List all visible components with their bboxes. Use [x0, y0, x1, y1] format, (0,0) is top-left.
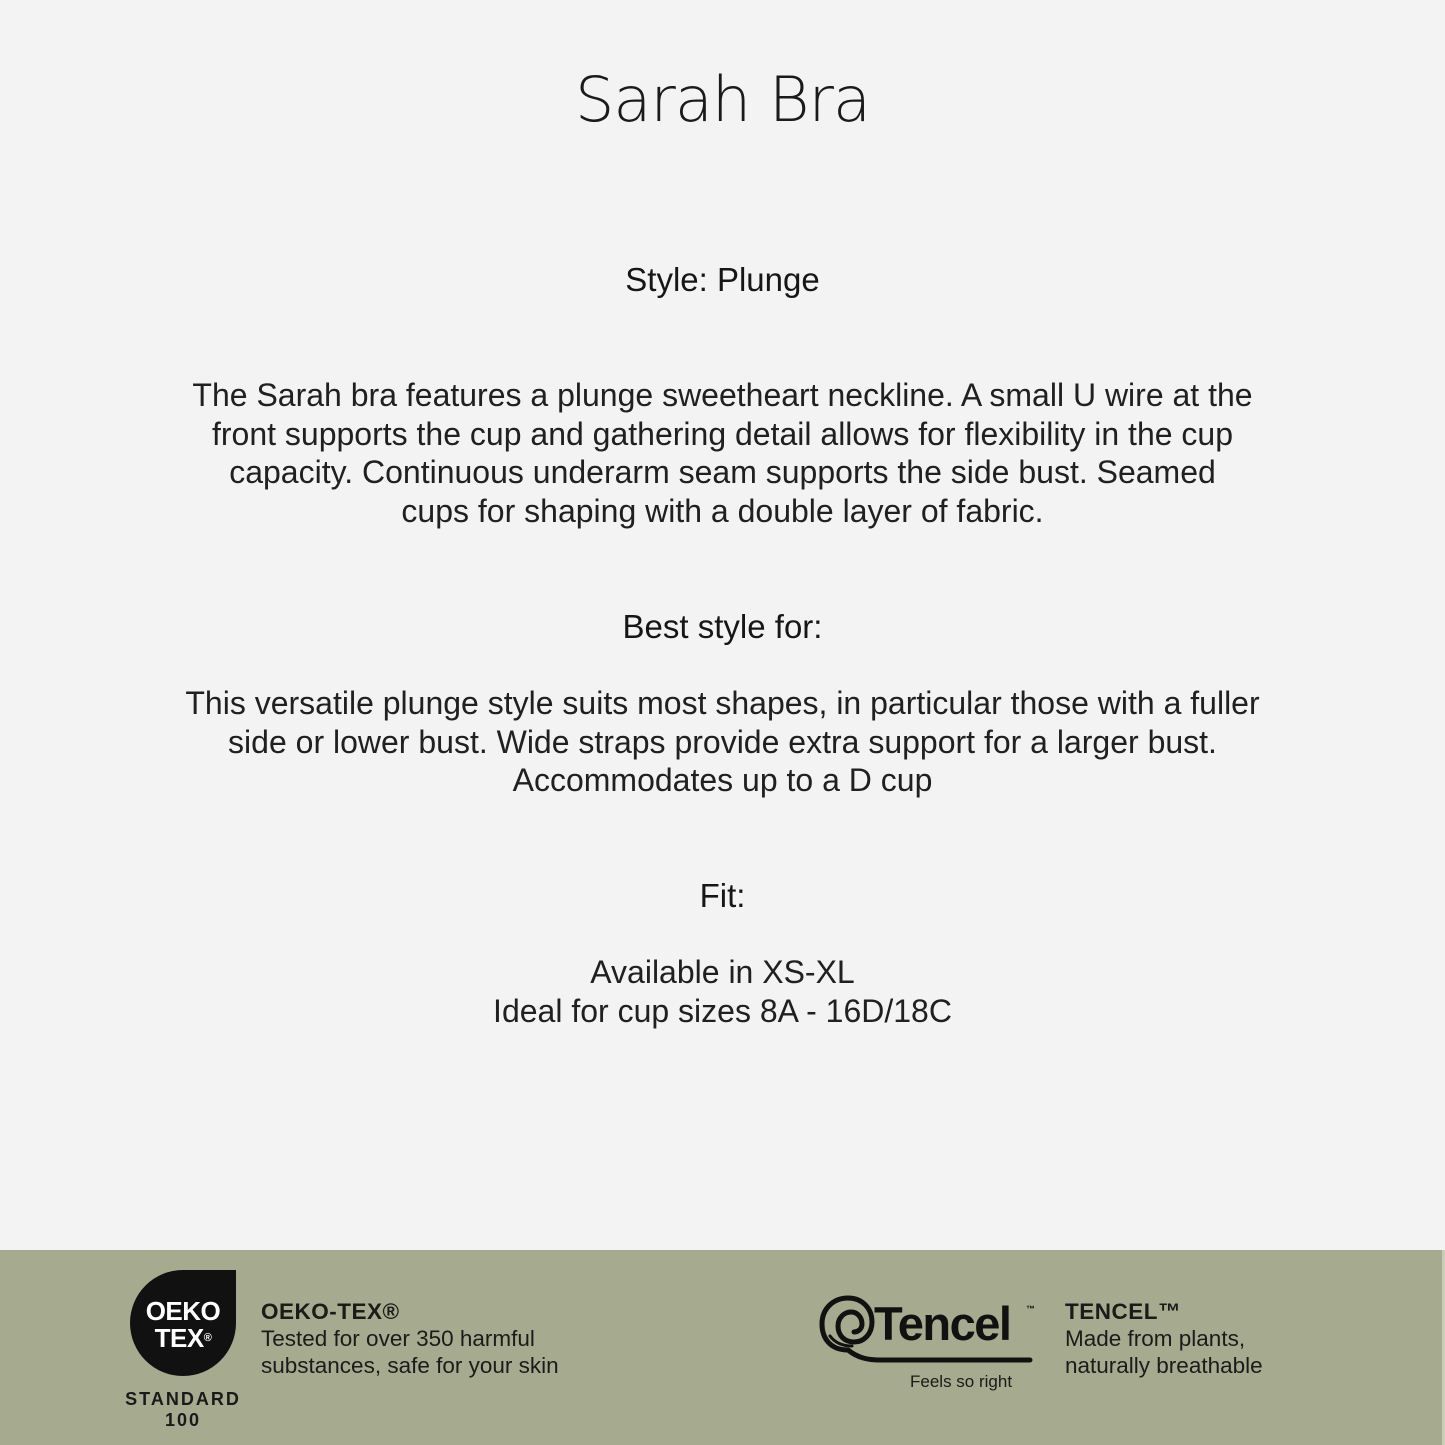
oeko-tex-line2: substances, safe for your skin	[261, 1353, 559, 1378]
description-line: cups for shaping with a double layer of fabric.	[401, 492, 1044, 529]
best-for-line: This versatile plunge style suits most shapes, in particular those with a fuller	[185, 685, 1260, 721]
certification-footer	[0, 1250, 1445, 1445]
best-for-paragraph	[140, 684, 1305, 800]
oeko-standard-line2: 100	[164, 1410, 202, 1430]
tencel-line2: naturally breathable	[1065, 1353, 1263, 1378]
fit-line: Ideal for cup sizes 8A - 16D/18C	[493, 992, 952, 1029]
tencel-trademark: ™	[1026, 1304, 1035, 1314]
fit-paragraph	[140, 953, 1305, 1030]
best-for-heading: Best style for:	[622, 608, 823, 645]
oeko-standard-line1: STANDARD	[125, 1389, 241, 1409]
best-for-line: Accommodates up to a D cup	[512, 762, 933, 798]
oeko-logo-line2: TEX®	[154, 1323, 212, 1353]
tencel-title: TENCEL™	[1065, 1299, 1181, 1324]
page-title: Sarah Bra	[575, 63, 870, 136]
style-heading: Style: Plunge	[625, 261, 820, 298]
oeko-logo-line1: OEKO	[145, 1296, 221, 1326]
tencel-wordmark: Tencel	[874, 1297, 1011, 1350]
description-line: capacity. Continuous underarm seam supports the side bust. Seamed	[229, 454, 1216, 490]
description-line: The Sarah bra features a plunge sweetheart neckline. A small U wire at the	[192, 377, 1253, 413]
oeko-tex-line1: Tested for over 350 harmful	[261, 1326, 535, 1351]
oeko-tex-description	[261, 1298, 559, 1379]
fit-heading: Fit:	[699, 877, 746, 914]
oeko-tex-title: OEKO-TEX®	[261, 1299, 400, 1324]
tencel-tagline: Feels so right	[910, 1372, 1013, 1391]
oeko-tex-logo	[125, 1270, 241, 1430]
fit-line: Available in XS-XL	[590, 954, 855, 990]
description-line: front supports the cup and gathering detail allows for flexibility in the cup	[211, 415, 1234, 452]
description-paragraph	[140, 376, 1305, 530]
tencel-description	[1065, 1298, 1263, 1379]
tencel-logo	[818, 1292, 1040, 1392]
best-for-line: side or lower bust. Wide straps provide extra support for a larger bust.	[228, 723, 1217, 760]
tencel-line1: Made from plants,	[1065, 1326, 1246, 1351]
